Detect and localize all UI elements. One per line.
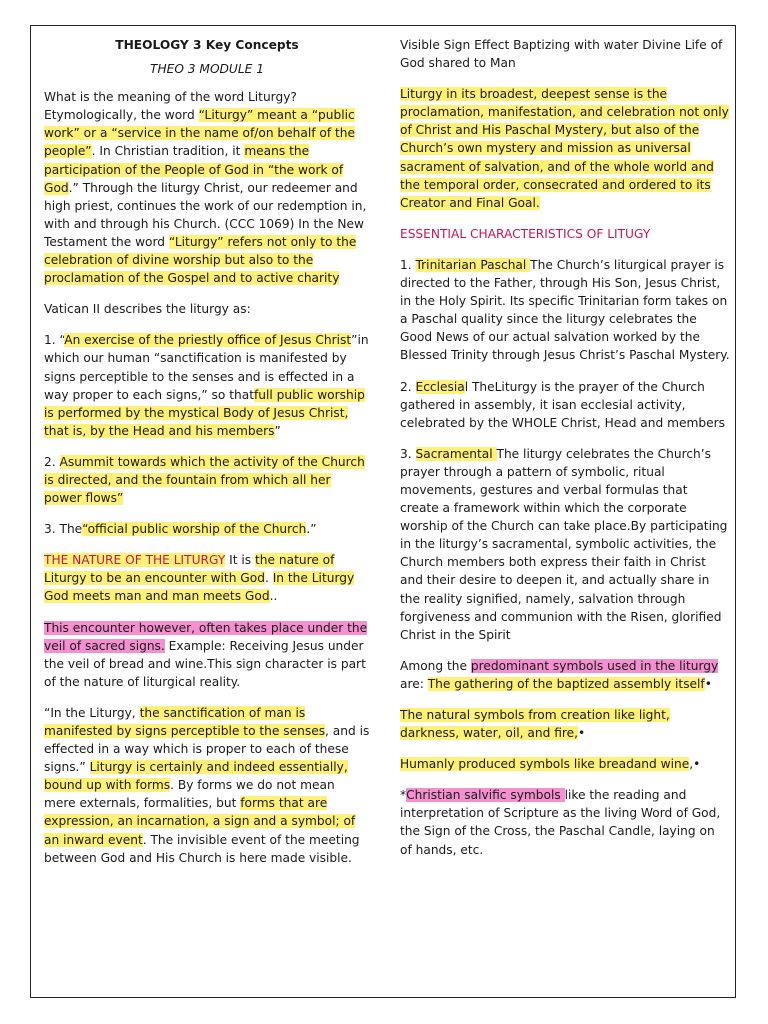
text-run: 3. The: [44, 522, 83, 537]
text-run: “In the Liturgy,: [44, 705, 140, 720]
text-run: What is the meaning of the word Liturgy? Etymologically, the word: [44, 90, 297, 123]
paragraph-broadest-sense: [400, 85, 730, 212]
right-column: [400, 36, 730, 872]
highlighted-text: The natural symbols from creation like light, darkness, water, oil, and fire,: [400, 708, 670, 741]
text-run: 2.: [44, 454, 60, 469]
text-run: 2.: [400, 379, 416, 394]
paragraph-humanly-produced: [400, 755, 730, 773]
paragraph-sacramental: [400, 445, 730, 644]
paragraph-vatican-intro: [44, 300, 370, 318]
highlighted-text: forms that are expression, an incarnation, a sign and a symbol; of an inward event: [44, 796, 356, 847]
text-run: ”in which our human “sanctification is manifested by signs perceptible to the senses and is effected in a way proper to each signs,” so that: [44, 333, 369, 402]
text-run: Among the: [400, 658, 471, 673]
paragraph-natural-symbols: [400, 706, 730, 742]
highlighted-text: ESSENTIAL CHARACTERISTICS OF LITUGY: [400, 226, 651, 241]
highlighted-text: full public worship is performed by the mystical Body of Jesus Christ, that is, by the Head and his members: [44, 387, 365, 438]
text-run: .: [264, 571, 273, 586]
paragraph-nature-of-liturgy: [44, 551, 370, 605]
text-run: ..: [269, 589, 278, 604]
text-run: l TheLiturgy is the prayer of the Church gathered in assembly, it isan ecclesial activity, celebrated by the WHOLE Christ, Head and members: [400, 379, 725, 430]
highlighted-text: means the participation of the People of God in “the work of God: [44, 144, 344, 195]
highlighted-text: the nature of Liturgy to be an encounter with God: [44, 553, 335, 586]
text-run: .” Through the liturgy Christ, our redeemer and high priest, continues the work of our redemption in, with and through his Church. (CCC 1069) In the New Testament the word: [44, 180, 367, 249]
highlighted-text: Christian salvific symbols: [406, 788, 565, 803]
paragraph-christian-salvific: [400, 786, 730, 858]
paragraph-encounter: [44, 619, 370, 691]
highlighted-text: Humanly produced symbols like breadand wine: [400, 757, 690, 772]
text-run: like the reading and interpretation of Scripture as the living Word of God, the Sign of the Cross, the Paschal Candle, laying on of hands, etc.: [400, 788, 721, 857]
paragraph-visible-sign: [400, 36, 730, 72]
highlighted-text: “Liturgy” meant a “public work” or a “service in the name of/on behalf of the people”: [44, 108, 356, 159]
highlighted-text: Liturgy is certainly and indeed essentially, bound up with forms: [44, 760, 348, 793]
highlighted-text: predominant symbols used in the liturgy: [470, 658, 719, 673]
paragraph-vatican-point-3: [44, 520, 370, 538]
highlighted-text: The gathering of the baptized assembly itself: [427, 676, 705, 691]
text-run: , and is effected in a way which is proper to each of these signs.”: [44, 724, 370, 775]
highlighted-text: An exercise of the priestly office of Jesus Christ: [64, 333, 352, 348]
highlighted-text: Liturgy in its broadest, deepest sense is the proclamation, manifestation, and celebration not only of Christ and His Paschal Mystery, but also of the Church’s own mystery and mission as universal sacrament of salvation, and of the whole world and the temporal order, consecrated and ordered to its Creator and Final Goal.: [400, 87, 729, 210]
text-run: 1. “: [44, 333, 65, 348]
paragraph-sanctification: [44, 704, 370, 867]
highlighted-text: Sacramental: [415, 446, 497, 461]
highlighted-text: Trinitarian Paschal: [415, 257, 531, 272]
text-run: Example: Receiving Jesus under the veil of bread and wine.This sign character is part of the nature of liturgical reality.: [44, 638, 366, 689]
text-run: 3.: [400, 446, 416, 461]
highlighted-text: Asummit towards which the activity of the Church is directed, and the fountain from which all her power flows”: [44, 454, 365, 506]
paragraph-liturgy-meaning: [44, 88, 370, 287]
text-run: . The invisible event of the meeting between God and His Church is here made visible.: [44, 832, 360, 865]
text-run: •: [578, 726, 586, 741]
text-run: It is: [225, 553, 255, 568]
text-run: Vatican II describes the liturgy as:: [44, 302, 251, 317]
text-run: ”: [274, 423, 281, 438]
text-run: ,•: [689, 757, 701, 772]
text-run: The Church’s liturgical prayer is directed to the Father, through His Son, Jesus Christ, in the Holy Spirit. Its specific Trinitarian form takes on a Paschal quality since the liturgy celebrates the Good News of our actual salvation worked by the Blessed Trinity through Jesus Christ’s Paschal Mystery.: [400, 257, 730, 363]
highlighted-text: In the Liturgy God meets man and man meets God: [44, 571, 355, 604]
document-title: THEOLOGY 3 Key Concepts: [115, 38, 299, 52]
text-run: The liturgy celebrates the Church’s prayer through a pattern of symbolic, ritual movements, gestures and verbal formulas that create a framework within which the corporate worship of the Church can take place.By participating in the liturgy’s sacramental, symbolic activities, the Church members both express their faith in Christ and their desire to deepen it, and actually share in the reality signified, namely, salvation through forgiveness and communion with the Risen, glorified Christ in the Spirit: [400, 446, 728, 642]
paragraph-trinitarian-paschal: [400, 256, 730, 365]
highlighted-text: This encounter however, often takes place under the veil of sacred signs.: [44, 620, 368, 653]
left-column: [44, 36, 370, 880]
paragraph-ecclesial: [400, 378, 730, 432]
text-run: are:: [400, 676, 428, 691]
text-run: .”: [306, 522, 317, 537]
text-run: •: [704, 676, 712, 691]
text-run: . By forms we do not mean mere externals, formalities, but: [44, 778, 335, 811]
highlighted-text: “official public worship of the Church: [82, 522, 307, 537]
text-run: *: [400, 788, 407, 803]
highlighted-text: the sanctification of man is manifested by signs perceptible to the senses: [44, 705, 326, 738]
document-subtitle: THEO 3 MODULE 1: [150, 62, 264, 77]
highlighted-text: Ecclesia: [415, 379, 465, 394]
paragraph-vatican-point-1: [44, 331, 370, 440]
text-run: Visible Sign Effect Baptizing with water Divine Life of God shared to Man: [400, 38, 723, 71]
highlighted-text: “Liturgy” refers not only to the celebration of divine worship but also to the proclamation of the Gospel and to active charity: [44, 234, 357, 286]
highlighted-text: THE NATURE OF THE LITURGY: [44, 553, 226, 568]
text-run: 1.: [400, 257, 416, 272]
paragraph-vatican-point-2: [44, 453, 370, 507]
paragraph-predominant-symbols: [400, 657, 730, 693]
text-run: . In Christian tradition, it: [91, 144, 245, 159]
heading-essential-characteristics: [400, 225, 730, 243]
